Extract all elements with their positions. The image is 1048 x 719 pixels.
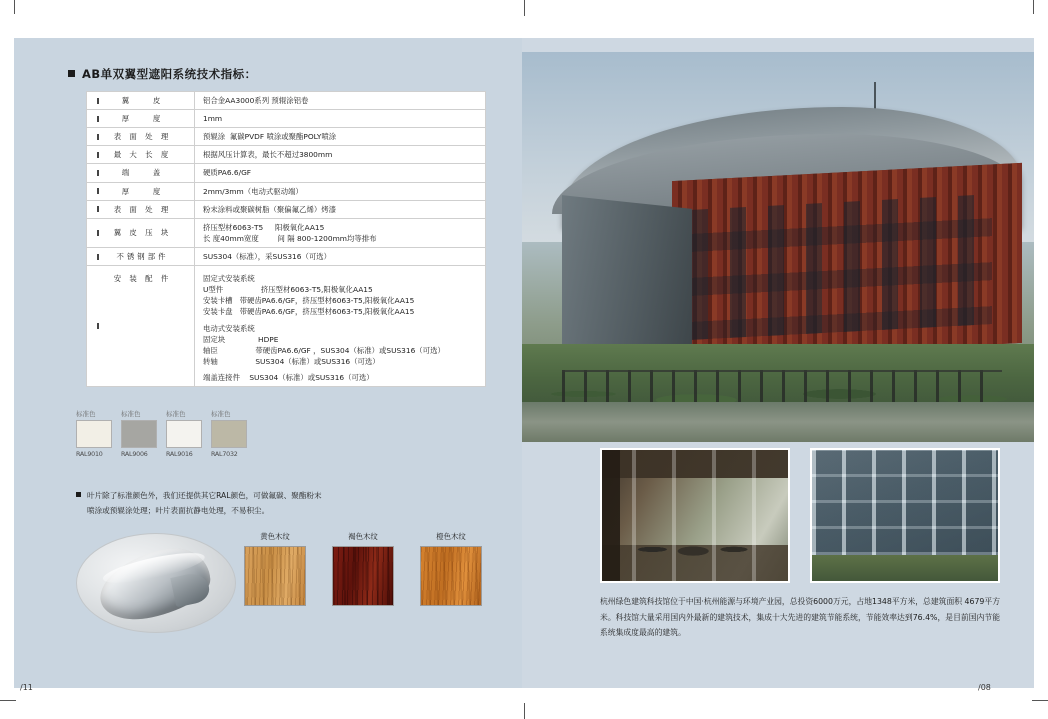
table-row	[87, 266, 486, 387]
spec-key: 表 面 处 理	[87, 200, 195, 218]
page-number-right: /08	[978, 683, 991, 692]
spec-key: 厚 度	[87, 182, 195, 200]
wood-swatch	[244, 546, 306, 606]
spec-key: 安 装 配 件	[87, 266, 195, 387]
chip-label: 标准色	[76, 410, 96, 418]
chip-label: 标准色	[121, 410, 141, 418]
project-caption: 杭州绿色建筑科技馆位于中国·杭州能源与环境产业园，总投资6000万元，占地1348平方米，总建筑面积 4679平方米。科技馆大量采用国内外最新的建筑技术，集成十大先进的建筑节能系统，节能效率达到76.4%，是目前国内节能系统集成度最高的建筑。	[600, 597, 1000, 638]
note-line-1: 叶片除了标准颜色外，我们还提供其它RAL颜色，可做氟碳、聚酯粉末	[87, 491, 322, 500]
hero-building-photo	[522, 52, 1034, 442]
specification-table	[86, 91, 486, 387]
color-chip-list	[76, 409, 247, 458]
color-chip	[76, 409, 112, 458]
brochure-spread	[14, 38, 1034, 688]
interior-seating	[632, 529, 768, 563]
spec-value: 粉末涂料或聚碳树脂（聚偏氟乙烯）烤漆	[195, 200, 486, 218]
table-row	[87, 110, 486, 128]
chip-code: RAL9016	[166, 451, 193, 458]
table-row	[87, 146, 486, 164]
chip-label: 标准色	[211, 410, 231, 418]
chip-swatch	[121, 420, 157, 448]
blade-profile-illustration	[76, 533, 236, 633]
left-page	[14, 38, 522, 688]
spec-value: 1mm	[195, 110, 486, 128]
interior-photo-thumbnail	[600, 448, 790, 583]
crop-mark-top	[524, 0, 525, 16]
section-heading-text: AB单双翼型遮阳系统技术指标：	[82, 67, 257, 81]
crop-mark-top-right	[1033, 0, 1034, 14]
spec-key: 端 盖	[87, 164, 195, 182]
wood-sample	[244, 531, 306, 606]
square-bullet-icon	[68, 70, 75, 77]
crop-mark-bottom	[524, 703, 525, 719]
spec-value: 铝合金AA3000系列 预辊涂铝卷	[195, 92, 486, 110]
side-facade	[562, 195, 692, 359]
note-block	[76, 488, 476, 518]
spec-key: 不锈钢部件	[87, 247, 195, 265]
color-chip	[166, 409, 202, 458]
wood-sample	[332, 531, 394, 606]
table-row	[87, 128, 486, 146]
table-row	[87, 182, 486, 200]
spec-value: 根据风压计算表，最长不超过3800mm	[195, 146, 486, 164]
page-number-left: /11	[20, 683, 33, 692]
facade-photo-thumbnail	[810, 448, 1000, 583]
spec-value: SUS304（标准），采SUS316（可选）	[195, 247, 486, 265]
note-line-2: 喷涂或预辊涂处理；叶片表面抗静电处理，不易积尘。	[87, 506, 270, 516]
right-page	[522, 38, 1034, 688]
spec-value: 挤压型材6063-T5 阳极氧化AA15 长 度40mm宽度 间 隔 800-1200mm均等排布	[195, 218, 486, 247]
spec-value: 2mm/3mm（电动式驱动端）	[195, 182, 486, 200]
spec-key: 表 面 处 理	[87, 128, 195, 146]
chip-code: RAL9010	[76, 451, 103, 458]
chip-swatch	[166, 420, 202, 448]
table-row	[87, 92, 486, 110]
spec-key: 最 大 长 度	[87, 146, 195, 164]
chip-swatch	[211, 420, 247, 448]
wood-sample	[420, 531, 482, 606]
table-row	[87, 218, 486, 247]
spec-value: 硬质PA6.6/GF	[195, 164, 486, 182]
table-row	[87, 247, 486, 265]
crop-mark-right	[1032, 700, 1048, 701]
wood-finish-list	[244, 531, 482, 606]
spec-key: 翼 皮	[87, 92, 195, 110]
spec-value: 预辊涂 氟碳PVDF 喷涂或聚酯POLY喷涂	[195, 128, 486, 146]
facade-windows	[692, 194, 992, 340]
water-region	[522, 402, 1034, 442]
chip-label: 标准色	[166, 410, 186, 418]
wood-label: 黄色木纹	[260, 532, 290, 541]
lawn-strip	[812, 555, 998, 581]
wood-label: 橙色木纹	[436, 532, 466, 541]
wood-label: 褐色木纹	[348, 532, 378, 541]
crop-mark-top-left	[14, 0, 15, 14]
color-chip	[121, 409, 157, 458]
crop-mark-left	[0, 700, 16, 701]
wood-swatch	[332, 546, 394, 606]
section-heading	[68, 66, 257, 82]
color-chip	[211, 409, 247, 458]
spec-value: 固定式安装系统 U型件 挤压型材6063-T5,阳极氧化AA15 安装卡槽 带硬齿PA6.6/GF，挤压型材6063-T5,阳极氧化AA15 安装卡盘 带硬齿PA6.6/GF，挤压型材6063-T5,阳极氧化AA15 电动式安装系统 固定块 HDPE 轴臣 带硬齿PA6.6/GF ，SUS304（标准）或SUS316（可选） 转轴 SUS304（标准）或SUS316（可选） 端盖连接件 SUS304（标准）或SUS316（可选）	[195, 266, 486, 387]
spec-table-body	[87, 92, 486, 387]
chip-code: RAL9006	[121, 451, 148, 458]
table-row	[87, 200, 486, 218]
wood-swatch	[420, 546, 482, 606]
chip-code: RAL7032	[211, 451, 238, 458]
spec-key: 厚 度	[87, 110, 195, 128]
chip-swatch	[76, 420, 112, 448]
table-row	[87, 164, 486, 182]
square-bullet-icon	[76, 492, 81, 497]
spec-key: 翼 皮 压 块	[87, 218, 195, 247]
